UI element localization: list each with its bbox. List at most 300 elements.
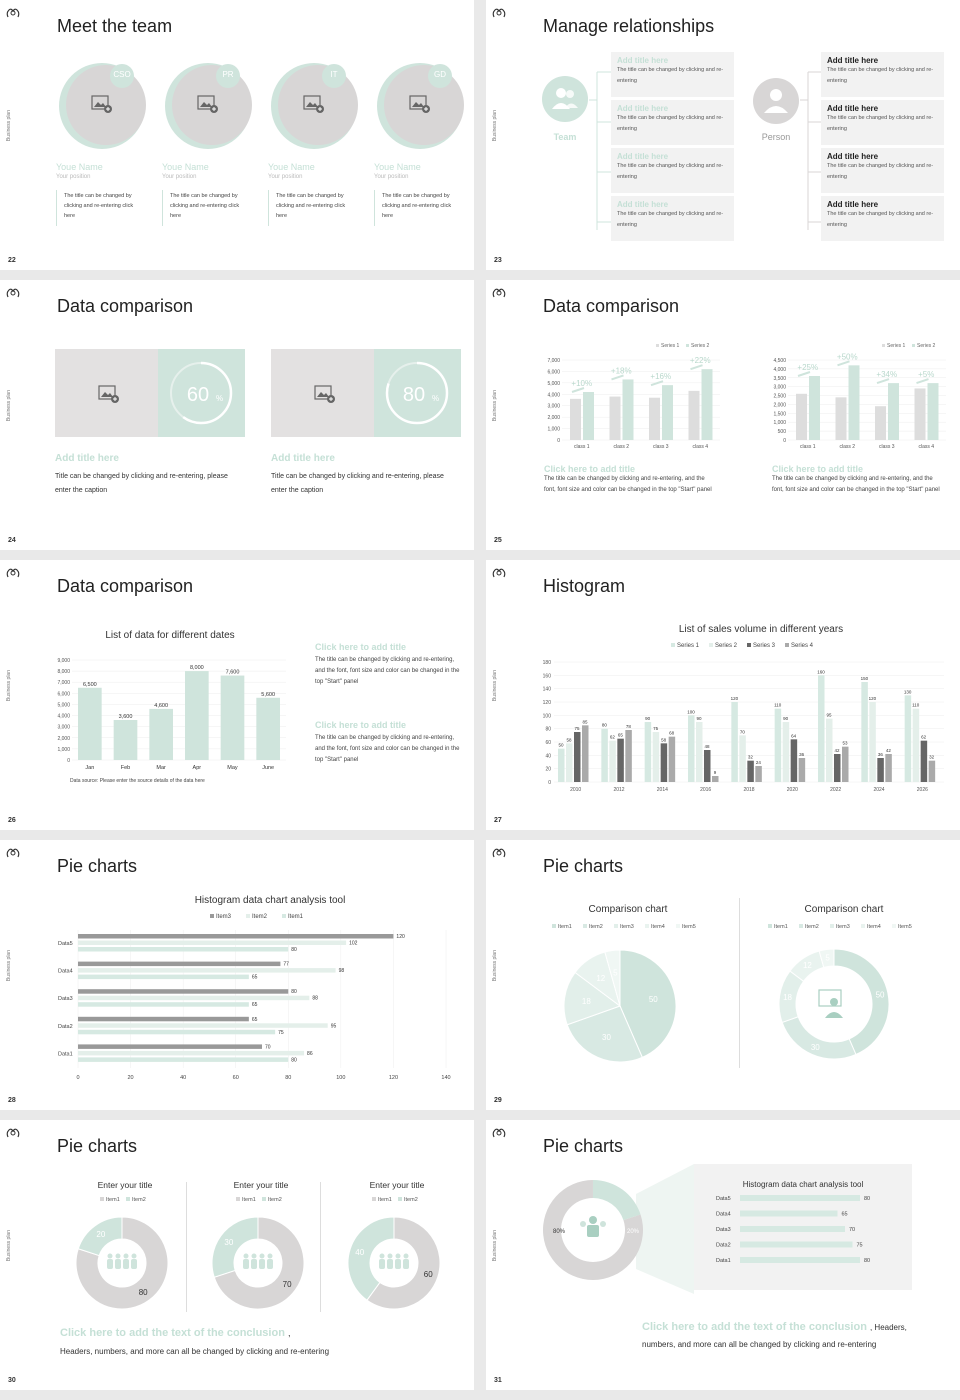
slide-30[interactable] bbox=[0, 1120, 474, 1390]
slide-title: Data comparison bbox=[543, 296, 680, 316]
bar bbox=[929, 761, 936, 782]
slide-title: Pie charts bbox=[57, 1136, 138, 1156]
data-label: 65 bbox=[841, 1211, 848, 1218]
role-badge: PR bbox=[222, 70, 234, 79]
bar bbox=[740, 1242, 853, 1248]
legend-label: Item3 bbox=[216, 914, 232, 920]
bar bbox=[78, 1030, 275, 1035]
bar bbox=[623, 379, 634, 440]
legend-swatch bbox=[552, 924, 556, 928]
bar bbox=[913, 709, 920, 782]
bar bbox=[601, 729, 608, 782]
data-label: 42 bbox=[834, 748, 840, 753]
y-tick-label: 1,000 bbox=[57, 746, 70, 753]
bar bbox=[702, 369, 713, 440]
box-text: The title can be changed by clicking and re-entering bbox=[827, 115, 934, 132]
x-tick-label: class 2 bbox=[839, 444, 856, 450]
data-source: Data source: Please enter the source details of the data here bbox=[70, 778, 205, 784]
data-label: 95 bbox=[330, 1023, 337, 1030]
chart-title: Enter your title bbox=[233, 1180, 289, 1190]
legend-label: Item1 bbox=[378, 1197, 392, 1203]
member-photo[interactable] bbox=[374, 60, 474, 152]
data-label: 32 bbox=[929, 754, 935, 760]
growth-arrow bbox=[651, 381, 663, 385]
x-tick-label: June bbox=[262, 765, 275, 771]
bar bbox=[78, 941, 346, 946]
bar bbox=[755, 766, 762, 782]
data-label: 95 bbox=[826, 712, 832, 718]
caption-right bbox=[772, 464, 942, 496]
bar bbox=[78, 975, 249, 980]
team-member-card[interactable] bbox=[268, 60, 368, 235]
slide-title: Meet the team bbox=[57, 16, 173, 36]
y-tick-label: 7,000 bbox=[57, 680, 70, 687]
slide-24[interactable] bbox=[0, 280, 474, 550]
x-tick-label: 120 bbox=[388, 1075, 399, 1081]
y-tick-label: Data3 bbox=[58, 996, 73, 1003]
box-text: The title can be changed by clicking and re-entering bbox=[827, 67, 934, 84]
side-label: Business plan bbox=[6, 390, 12, 422]
bar-category: Data1 bbox=[716, 1258, 731, 1264]
legend-swatch bbox=[686, 344, 689, 347]
legend-label: Item2 bbox=[805, 924, 819, 930]
bar bbox=[78, 688, 102, 760]
y-tick-label: 4,000 bbox=[57, 713, 70, 720]
chart-title: Comparison chart bbox=[804, 904, 884, 915]
slice-label: 50 bbox=[875, 990, 885, 1000]
member-name[interactable]: Youe Name bbox=[162, 162, 209, 172]
pie-slice bbox=[782, 1017, 856, 1059]
team-label: Team bbox=[553, 132, 577, 142]
legend-swatch bbox=[861, 924, 865, 928]
data-label: 120 bbox=[396, 934, 405, 940]
data-label: 80 bbox=[291, 1057, 297, 1064]
x-tick-label: 2018 bbox=[743, 787, 755, 793]
data-label: 3,600 bbox=[118, 714, 133, 720]
y-tick-label: 7,000 bbox=[547, 358, 560, 364]
slice-label: 30 bbox=[602, 1033, 611, 1043]
slice-label: 30 bbox=[810, 1043, 820, 1053]
slide-number: 26 bbox=[8, 817, 16, 824]
donut-chart bbox=[70, 1178, 180, 1328]
legend-label: Item1 bbox=[288, 914, 304, 920]
x-tick-label: 2026 bbox=[916, 787, 928, 793]
slide-25[interactable] bbox=[486, 280, 960, 550]
divider bbox=[739, 898, 740, 1068]
data-label: 5,600 bbox=[261, 691, 276, 698]
x-tick-label: 2012 bbox=[613, 787, 625, 793]
relation-box-right[interactable] bbox=[821, 196, 944, 241]
data-label: 53 bbox=[842, 740, 848, 746]
data-label: 48 bbox=[704, 744, 710, 749]
bar bbox=[775, 709, 782, 782]
slide-title: Pie charts bbox=[543, 856, 624, 876]
bar bbox=[78, 934, 393, 939]
slice-label: 80 bbox=[138, 1288, 148, 1298]
slide-26[interactable] bbox=[0, 560, 474, 830]
caption-text: The title can be changed by clicking and re-entering, and the font, font size and color can be changed in the top "Start" panel bbox=[315, 735, 460, 763]
donut-chart bbox=[342, 1178, 452, 1328]
box-title: Add title here bbox=[827, 200, 879, 209]
horizontal-bar-chart bbox=[50, 908, 460, 1084]
slide-title: Data comparison bbox=[57, 576, 194, 596]
hands-logo-icon bbox=[5, 846, 21, 860]
bar bbox=[78, 962, 280, 967]
legend-swatch bbox=[671, 643, 675, 647]
caption-title[interactable]: Click here to add title bbox=[315, 642, 407, 652]
data-label: 130 bbox=[903, 689, 912, 695]
legend-label: Series 2 bbox=[715, 643, 738, 649]
bar bbox=[688, 715, 695, 782]
slide-22[interactable] bbox=[0, 0, 474, 270]
bar bbox=[185, 671, 209, 760]
x-tick-label: 140 bbox=[441, 1075, 451, 1081]
data-label: 7,600 bbox=[225, 669, 240, 676]
bar bbox=[712, 776, 719, 782]
chart-title: Histogram data chart analysis tool bbox=[194, 895, 346, 906]
bar-chart-left bbox=[536, 340, 726, 452]
caption-title[interactable]: Click here to add title bbox=[315, 720, 407, 730]
hands-logo-icon bbox=[5, 286, 21, 300]
pie-slice bbox=[212, 1217, 258, 1277]
x-tick-label: 2020 bbox=[786, 787, 798, 793]
bar bbox=[731, 702, 738, 782]
relation-box-left[interactable] bbox=[611, 52, 734, 97]
member-name[interactable]: Youe Name bbox=[268, 162, 315, 172]
legend-swatch bbox=[262, 1197, 266, 1201]
bar bbox=[809, 376, 820, 440]
legend-label: Item1 bbox=[106, 1197, 120, 1203]
divider bbox=[320, 1182, 321, 1312]
x-tick-label: May bbox=[227, 765, 238, 771]
slide-number: 28 bbox=[8, 1097, 16, 1104]
legend-label: Item3 bbox=[620, 924, 634, 930]
image-block[interactable] bbox=[271, 349, 374, 437]
side-label: Business plan bbox=[6, 1230, 12, 1262]
team-icon bbox=[541, 75, 589, 123]
x-tick-label: 2022 bbox=[830, 787, 842, 793]
slide-31[interactable] bbox=[486, 1120, 960, 1390]
legend-label: Item2 bbox=[132, 1197, 146, 1203]
slice-label: 20 bbox=[96, 1229, 106, 1239]
conclusion-subtext: numbers, and more can all be changed by clicking and re-entering bbox=[642, 1340, 877, 1349]
bar bbox=[799, 758, 806, 782]
y-tick-label: 3,000 bbox=[773, 384, 786, 391]
slide-28[interactable] bbox=[0, 840, 474, 1110]
growth-annotation: +50% bbox=[836, 352, 858, 362]
slice-label: 30 bbox=[224, 1237, 234, 1247]
accent-bar bbox=[162, 190, 163, 226]
hands-logo-icon bbox=[491, 6, 507, 20]
data-label: 36 bbox=[799, 752, 805, 757]
box-title: Add title here bbox=[617, 152, 669, 161]
data-label: 86 bbox=[307, 1050, 313, 1057]
slide-title: Data comparison bbox=[57, 296, 194, 316]
legend-swatch bbox=[785, 643, 789, 647]
slide-number: 29 bbox=[494, 1097, 502, 1104]
member-photo[interactable] bbox=[56, 60, 156, 152]
y-tick-label: 6,000 bbox=[57, 691, 70, 698]
data-label: 90 bbox=[645, 716, 651, 721]
y-tick-label: 2,000 bbox=[547, 415, 560, 422]
data-label: 110 bbox=[774, 702, 782, 708]
percent-unit: % bbox=[432, 394, 440, 403]
y-tick-label: 2,000 bbox=[773, 402, 786, 409]
card-title[interactable]: Add title here bbox=[271, 453, 335, 464]
side-label: Business plan bbox=[492, 390, 498, 422]
accent-bar bbox=[374, 190, 375, 226]
y-tick-label: 4,000 bbox=[547, 392, 560, 399]
percent-block bbox=[158, 349, 245, 437]
bar bbox=[704, 750, 711, 782]
data-label: 78 bbox=[625, 724, 631, 729]
data-label: 36 bbox=[877, 752, 883, 757]
bar bbox=[574, 732, 581, 782]
people-icon bbox=[379, 1254, 409, 1270]
legend-label: Item4 bbox=[867, 924, 881, 930]
slide-number: 24 bbox=[8, 537, 16, 544]
data-label: 88 bbox=[312, 995, 318, 1002]
presenter-icon bbox=[819, 990, 843, 1018]
y-tick-label: 100 bbox=[542, 713, 551, 720]
box-text: The title can be changed by clicking and re-entering bbox=[617, 211, 724, 228]
y-tick-label: 4,000 bbox=[773, 366, 786, 373]
legend-swatch bbox=[830, 924, 834, 928]
person-label: Person bbox=[761, 132, 791, 142]
bar bbox=[609, 741, 616, 782]
percent-value: 60 bbox=[186, 384, 210, 406]
relation-box-left[interactable] bbox=[611, 148, 734, 193]
panel-bar-chart bbox=[694, 1189, 912, 1289]
legend-label: Item1 bbox=[774, 924, 788, 930]
bar bbox=[221, 676, 245, 760]
chart-title: Enter your title bbox=[97, 1180, 153, 1190]
y-tick-label: 3,000 bbox=[57, 724, 70, 731]
bar bbox=[747, 761, 754, 782]
growth-annotation: +5% bbox=[918, 370, 935, 380]
legend-label: Item2 bbox=[252, 914, 268, 920]
y-tick-label: 2,500 bbox=[773, 393, 786, 400]
caption-text: The title can be changed by clicking and re-entering, and the font, font size and color can be changed in the top "Start" panel bbox=[544, 476, 712, 493]
legend-swatch bbox=[236, 1197, 240, 1201]
relation-box-right[interactable] bbox=[821, 100, 944, 145]
relation-box-left[interactable] bbox=[611, 196, 734, 241]
data-label: 90 bbox=[783, 716, 789, 721]
conclusion-tail: , bbox=[287, 1328, 291, 1338]
bar bbox=[582, 725, 589, 782]
data-label: 70 bbox=[739, 729, 745, 735]
chart-title: List of sales volume in different years bbox=[678, 624, 844, 635]
data-label: 58 bbox=[566, 737, 572, 743]
bar bbox=[617, 739, 624, 782]
slide-number: 23 bbox=[494, 257, 502, 264]
data-label: 102 bbox=[349, 940, 358, 947]
bar bbox=[928, 383, 939, 440]
x-tick-label: Feb bbox=[120, 765, 131, 771]
member-position: Your position bbox=[162, 174, 197, 180]
card-title[interactable]: Add title here bbox=[55, 453, 119, 464]
bar bbox=[921, 741, 928, 782]
conclusion-link[interactable]: Click here to add the text of the conclusion bbox=[642, 1321, 867, 1333]
x-tick-label: 60 bbox=[232, 1075, 239, 1081]
bar bbox=[114, 720, 138, 760]
slice-label: 12 bbox=[596, 973, 606, 983]
bar bbox=[861, 682, 868, 782]
conclusion-tail: , Headers, bbox=[869, 1323, 907, 1332]
slide-number: 27 bbox=[494, 817, 502, 824]
data-label: 80 bbox=[291, 989, 297, 996]
team-member-card[interactable] bbox=[374, 60, 474, 235]
team-member-card[interactable] bbox=[162, 60, 262, 235]
slide-number: 22 bbox=[8, 257, 16, 264]
bar bbox=[558, 749, 565, 782]
legend-label: Series 3 bbox=[753, 643, 776, 649]
percent-card[interactable] bbox=[271, 349, 461, 437]
data-label: 8,000 bbox=[189, 665, 204, 672]
hands-logo-icon bbox=[491, 846, 507, 860]
slice-label: 18 bbox=[581, 996, 591, 1006]
bar bbox=[78, 1023, 328, 1028]
image-placeholder-icon[interactable] bbox=[99, 386, 119, 403]
bar bbox=[791, 739, 798, 782]
slice-label: 20% bbox=[627, 1229, 640, 1235]
conclusion-link[interactable]: Click here to add the text of the conclusion bbox=[60, 1327, 285, 1339]
x-tick-label: 2016 bbox=[700, 787, 712, 793]
data-label: 65 bbox=[251, 1016, 258, 1023]
box-text: The title can be changed by clicking and re-entering bbox=[617, 163, 724, 180]
bar bbox=[78, 947, 288, 952]
y-tick-label: 40 bbox=[545, 753, 551, 760]
member-description: The title can be changed by clicking and re-entering click here bbox=[170, 193, 240, 219]
bar bbox=[696, 722, 703, 782]
data-label: 42 bbox=[885, 748, 891, 753]
member-description: The title can be changed by clicking and re-entering click here bbox=[382, 193, 452, 219]
member-photo[interactable] bbox=[162, 60, 262, 152]
relation-box-right[interactable] bbox=[821, 148, 944, 193]
slice-label: 5 bbox=[613, 968, 618, 978]
y-tick-label: 6,000 bbox=[547, 369, 560, 376]
bar bbox=[826, 719, 833, 782]
bar-category: Data3 bbox=[716, 1227, 731, 1233]
bar bbox=[740, 1211, 838, 1217]
bar bbox=[740, 1257, 860, 1263]
people-icon bbox=[107, 1254, 137, 1270]
legend-label: Item4 bbox=[651, 924, 665, 930]
legend-swatch bbox=[372, 1197, 376, 1201]
growth-arrow bbox=[691, 365, 703, 369]
data-label: 50 bbox=[558, 742, 564, 748]
legend-label: Item5 bbox=[682, 924, 696, 930]
legend-swatch bbox=[100, 1197, 104, 1201]
bar bbox=[842, 747, 849, 782]
legend-swatch bbox=[126, 1197, 130, 1201]
data-label: 77 bbox=[283, 961, 289, 968]
bar bbox=[915, 388, 926, 440]
y-tick-label: 80 bbox=[545, 726, 551, 733]
percent-card[interactable] bbox=[55, 349, 245, 437]
data-label: 68 bbox=[669, 730, 675, 736]
x-tick-label: 40 bbox=[180, 1075, 187, 1081]
donut-chart bbox=[764, 918, 924, 1068]
y-tick-label: Data4 bbox=[58, 968, 73, 975]
card-text: Title can be changed by clicking and re-entering, please enter the caption bbox=[271, 473, 444, 494]
x-tick-label: 2014 bbox=[656, 787, 668, 793]
data-label: 6,500 bbox=[82, 681, 97, 688]
bar bbox=[740, 1195, 860, 1201]
member-photo[interactable] bbox=[268, 60, 368, 152]
x-tick-label: class 3 bbox=[652, 444, 669, 450]
slide-29[interactable] bbox=[486, 840, 960, 1110]
slide-27[interactable] bbox=[486, 560, 960, 830]
bar bbox=[78, 996, 309, 1001]
data-label: 85 bbox=[582, 719, 588, 725]
y-tick-label: 140 bbox=[542, 686, 551, 693]
relation-box-right[interactable] bbox=[821, 52, 944, 97]
data-label: 120 bbox=[868, 696, 877, 701]
legend-label: Item2 bbox=[404, 1197, 418, 1203]
bar bbox=[78, 1017, 249, 1022]
member-name[interactable]: Youe Name bbox=[56, 162, 103, 172]
member-position: Your position bbox=[374, 174, 409, 180]
caption-1 bbox=[315, 642, 460, 688]
bar bbox=[649, 398, 660, 440]
y-tick-label: Data1 bbox=[58, 1051, 73, 1058]
bar bbox=[818, 675, 825, 782]
x-tick-label: Jan bbox=[85, 765, 95, 771]
image-block[interactable] bbox=[55, 349, 158, 437]
y-tick-label: Data5 bbox=[58, 941, 73, 947]
member-description: The title can be changed by clicking and re-entering click here bbox=[276, 193, 346, 219]
x-tick-label: class 4 bbox=[918, 444, 935, 450]
growth-annotation: +10% bbox=[571, 379, 593, 388]
x-tick-label: 80 bbox=[285, 1075, 292, 1081]
relation-box-left[interactable] bbox=[611, 100, 734, 145]
member-description: The title can be changed by clicking and re-entering click here bbox=[64, 193, 134, 219]
bar bbox=[661, 743, 667, 782]
bar bbox=[583, 392, 594, 440]
y-tick-label: 0 bbox=[548, 780, 551, 786]
slide-23[interactable] bbox=[486, 0, 960, 270]
data-label: 150 bbox=[860, 676, 869, 681]
legend-label: Series 1 bbox=[887, 343, 906, 349]
slide-title: Histogram bbox=[543, 576, 626, 596]
team-member-card[interactable] bbox=[56, 60, 156, 235]
slide-title: Pie charts bbox=[543, 1136, 624, 1156]
caption-text: The title can be changed by clicking and re-entering, and the font, font size and color can be changed in the top "Start" panel bbox=[315, 657, 460, 685]
histogram-chart bbox=[536, 638, 948, 800]
data-label: 80 bbox=[291, 947, 297, 953]
caption-title[interactable]: Click here to add title bbox=[544, 464, 636, 474]
data-label: 9 bbox=[713, 770, 717, 775]
conclusion-line bbox=[642, 1320, 942, 1335]
bar-category: Data2 bbox=[716, 1242, 731, 1249]
legend-swatch bbox=[676, 924, 680, 928]
data-label: 110 bbox=[912, 702, 920, 708]
legend-label: Series 2 bbox=[917, 343, 936, 349]
image-placeholder-icon[interactable] bbox=[315, 386, 335, 403]
caption-title[interactable]: Click here to add title bbox=[772, 464, 864, 474]
bar-category: Data5 bbox=[716, 1196, 731, 1202]
slide-number: 30 bbox=[8, 1377, 16, 1384]
bar bbox=[566, 743, 573, 782]
member-name[interactable]: Youe Name bbox=[374, 162, 421, 172]
x-tick-label: Apr bbox=[192, 765, 202, 771]
data-label: 32 bbox=[747, 754, 753, 760]
data-label: 62 bbox=[921, 734, 927, 740]
data-label: 80 bbox=[864, 1196, 871, 1202]
data-label: 70 bbox=[849, 1227, 856, 1233]
data-label: 80 bbox=[864, 1258, 871, 1264]
